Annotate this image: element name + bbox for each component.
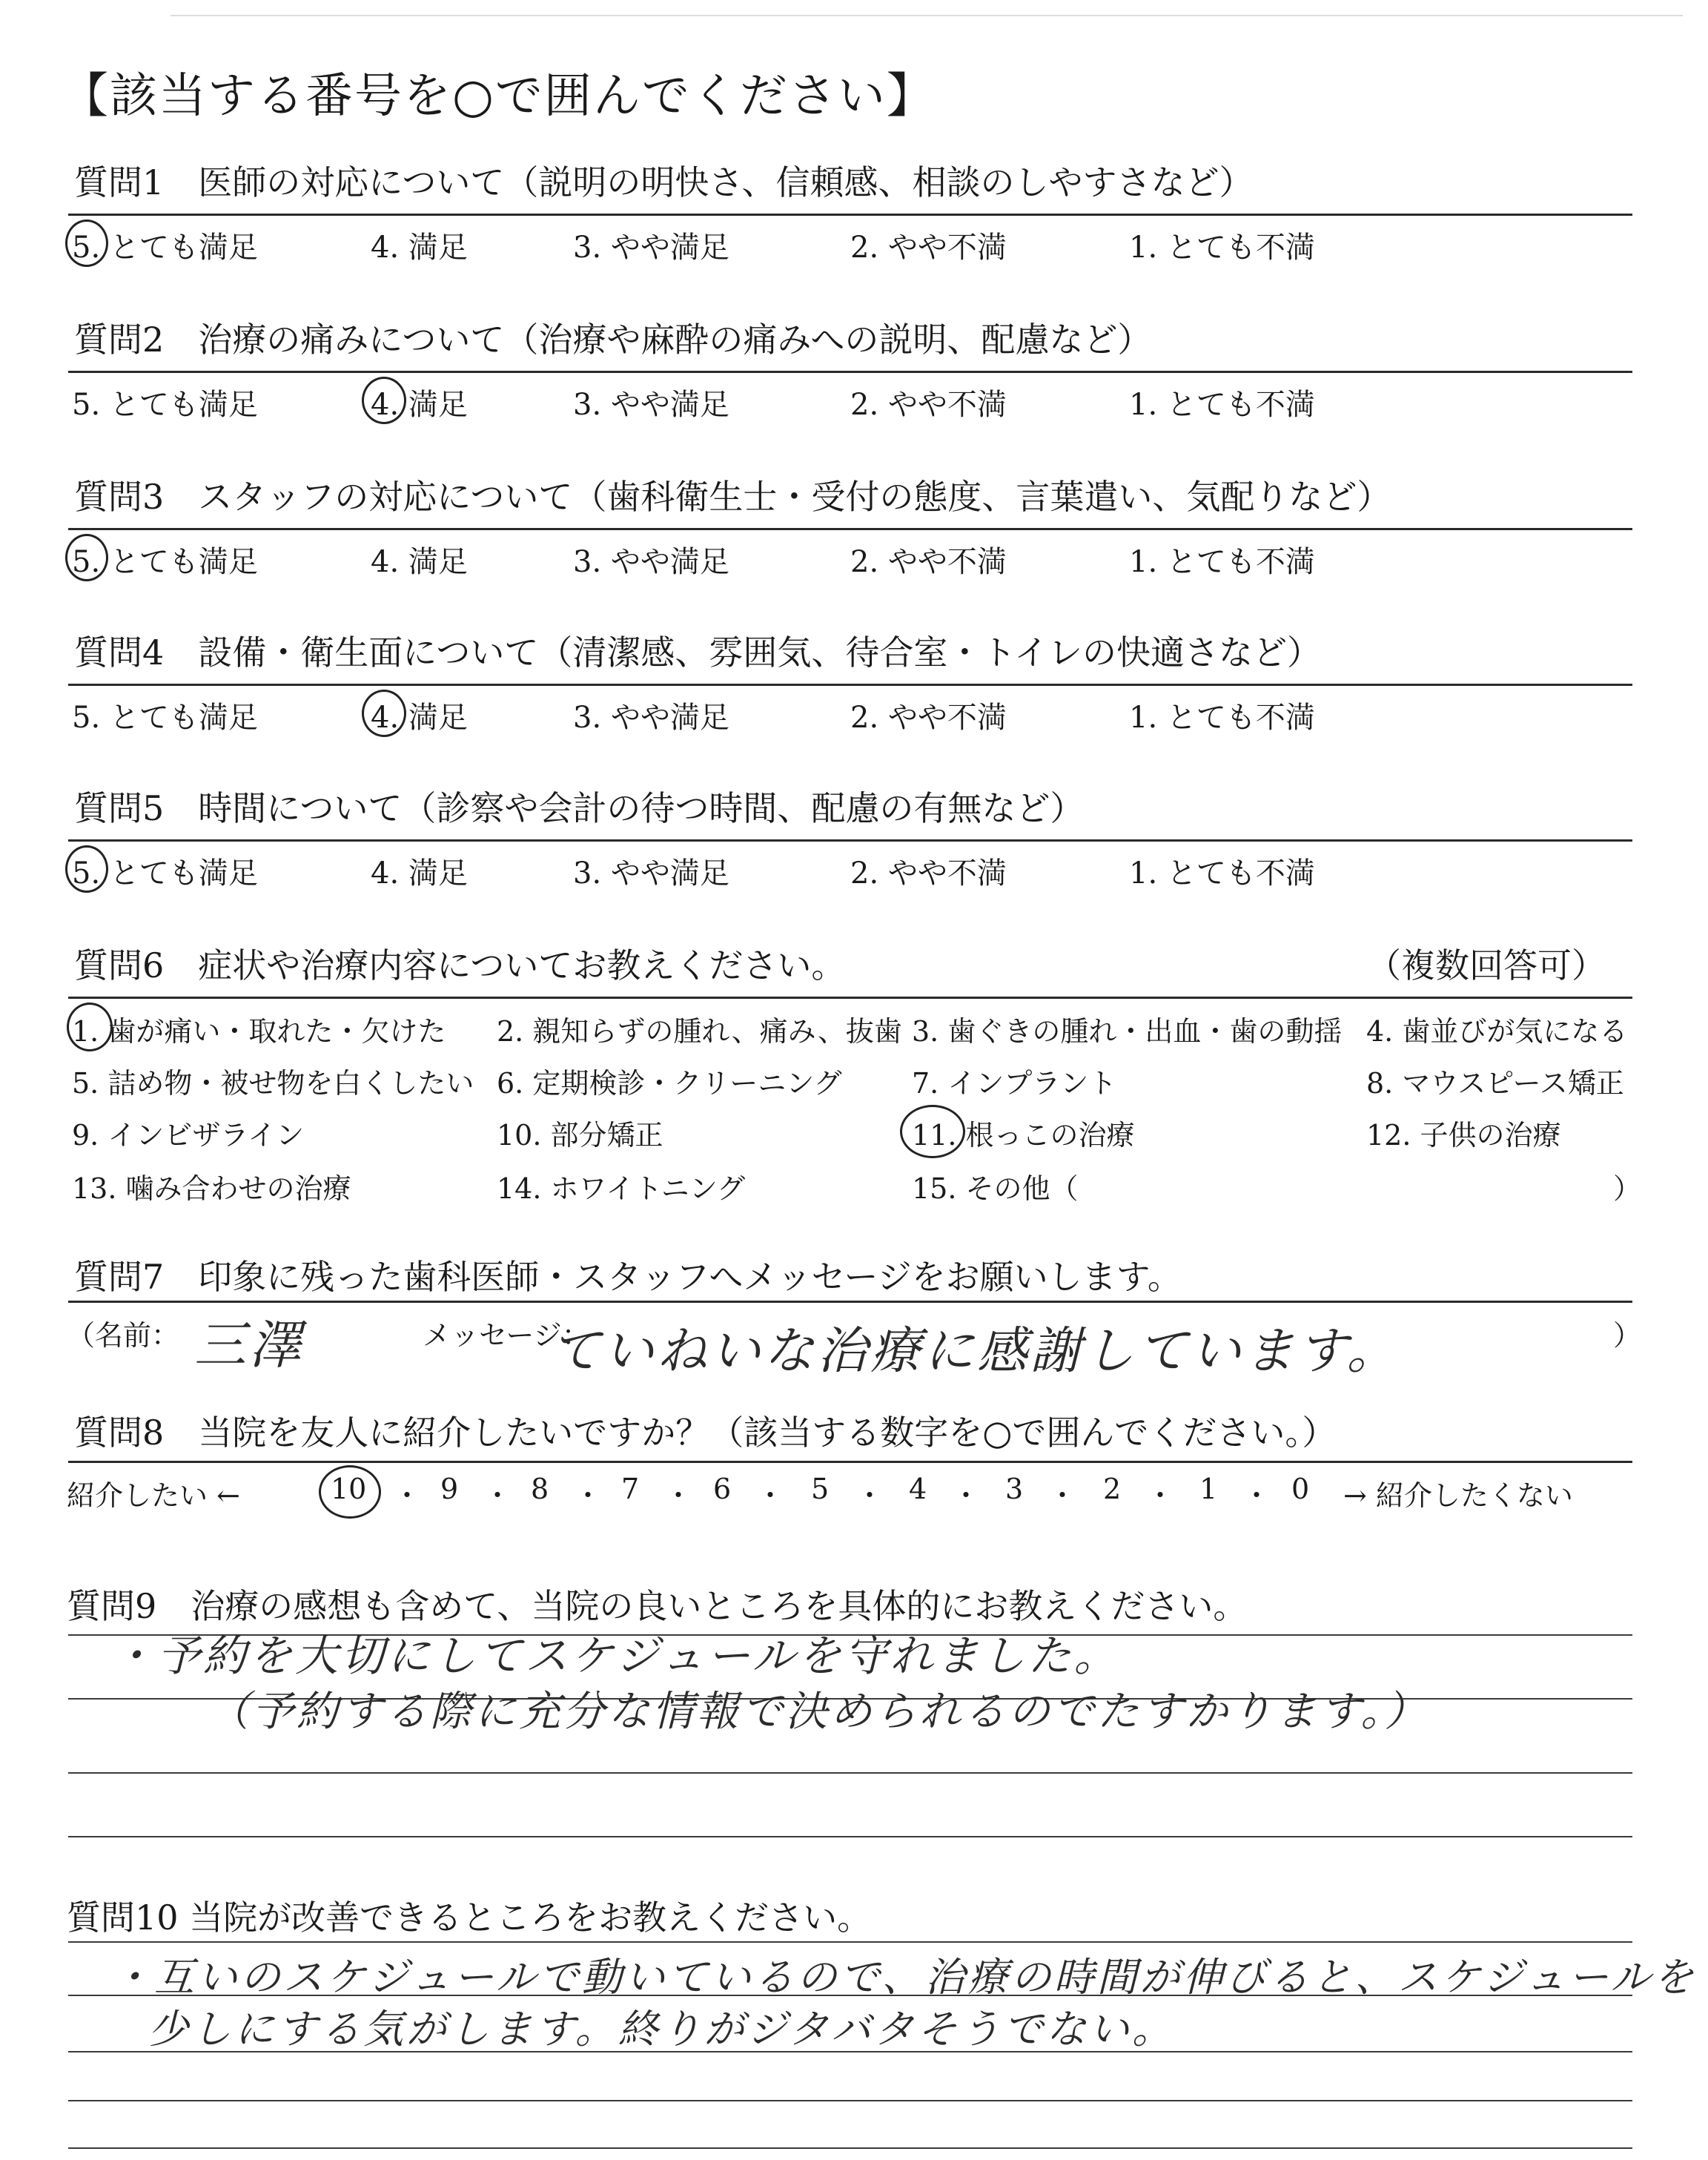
q5-option-2[interactable]: 2. やや不満 [850,856,1007,891]
q9-line-3 [68,1772,1632,1774]
page-top-edge [171,15,1683,16]
q8-value-5[interactable]: 5 [811,1473,830,1505]
q6-item-10[interactable]: 10. 部分矯正 [497,1119,663,1152]
q4-option-4[interactable]: 4. 満足 [371,701,468,735]
q4-option-2[interactable]: 2. やや不満 [850,701,1007,735]
q6-selection-circle-1 [67,1003,113,1051]
q8-value-4[interactable]: 4 [909,1473,927,1505]
q8-selection-circle [319,1465,381,1519]
question-7-title: 質問7 印象に残った歯科医師・スタッフへメッセージをお願いします。 [74,1257,1182,1297]
q1-option-4[interactable]: 4. 満足 [371,231,468,265]
q6-item-9[interactable]: 9. インビザライン [72,1119,305,1152]
q1-option-5[interactable]: 5. とても満足 [72,231,258,265]
q4-option-1[interactable]: 1. とても不満 [1129,701,1315,735]
q8-dot: ・ [1048,1479,1077,1512]
q10-line-5 [68,2147,1632,2149]
q6-item-2[interactable]: 2. 親知らずの腫れ、痛み、抜歯 [497,1015,902,1048]
question-2-rule [68,371,1632,373]
q6-item-12[interactable]: 12. 子供の治療 [1366,1119,1561,1152]
question-3-rule [68,528,1632,530]
q10-answer-line-1[interactable]: ・互いのスケジュールで動いているので、治療の時間が伸びると、スケジュールを [111,1954,1697,2001]
question-4-rule [68,684,1632,686]
q7-name-value[interactable]: 三澤 [194,1315,304,1375]
q8-dot: ・ [1146,1479,1175,1512]
question-6-note: （複数回答可） [1367,945,1606,985]
q7-close-paren: ） [1613,1319,1642,1352]
q8-value-3[interactable]: 3 [1005,1473,1024,1505]
q7-name-label: （名前： [67,1319,180,1352]
q8-value-8[interactable]: 8 [531,1473,549,1505]
q8-dot: ・ [483,1479,512,1512]
q8-right-label: → 紹介したくない [1343,1479,1573,1512]
q8-dot: ・ [952,1479,981,1512]
q4-selection-circle [362,690,406,737]
q3-option-5[interactable]: 5. とても満足 [72,545,258,579]
q5-option-3[interactable]: 3. やや満足 [573,856,729,891]
q2-option-1[interactable]: 1. とても不満 [1129,388,1315,422]
q8-value-10[interactable]: 10 [331,1473,367,1505]
q4-option-5[interactable]: 5. とても満足 [72,701,258,735]
question-6-rule [68,997,1632,999]
question-6-title: 質問6 症状や治療内容についてお教えください。 [74,945,846,985]
q5-selection-circle [65,845,108,893]
q6-item-14[interactable]: 14. ホワイトニング [497,1172,746,1205]
q8-dot: ・ [855,1479,884,1512]
q6-item-15-close: ） [1613,1172,1642,1205]
q6-item-13[interactable]: 13. 噛み合わせの治療 [72,1172,351,1205]
question-1-title: 質問1 医師の対応について（説明の明快さ、信頼感、相談のしやすさなど） [74,162,1254,202]
q6-item-5[interactable]: 5. 詰め物・被せ物を白くしたい [72,1067,474,1100]
q3-option-3[interactable]: 3. やや満足 [573,545,729,579]
q8-dot: ・ [574,1479,603,1512]
question-7-rule [68,1301,1632,1303]
q1-option-3[interactable]: 3. やや満足 [573,231,729,265]
q3-option-1[interactable]: 1. とても不満 [1129,545,1315,579]
q5-option-4[interactable]: 4. 満足 [371,856,468,891]
q1-option-2[interactable]: 2. やや不満 [850,231,1007,265]
question-8-rule [68,1461,1632,1463]
q2-option-5[interactable]: 5. とても満足 [72,388,258,422]
q8-value-7[interactable]: 7 [621,1473,640,1505]
q8-value-1[interactable]: 1 [1199,1473,1218,1505]
q10-answer-line-2[interactable]: 少しにする気がします。終りがジタバタそうでない。 [148,2006,1175,2052]
q3-option-2[interactable]: 2. やや不満 [850,545,1007,579]
q8-value-0[interactable]: 0 [1291,1473,1310,1505]
q6-selection-circle-11 [900,1105,965,1158]
question-8-title: 質問8 当院を友人に紹介したいですか？（該当する数字を○で囲んでください。） [74,1413,1337,1453]
q6-item-6[interactable]: 6. 定期検診・クリーニング [497,1067,842,1100]
q9-answer-line-2[interactable]: （予約する際に充分な情報で決められるのでたすかります。） [208,1688,1429,1736]
q6-item-7[interactable]: 7. インプラント [912,1067,1117,1100]
q6-item-15[interactable]: 15. その他（ [912,1172,1079,1205]
q8-dot: ・ [664,1479,693,1512]
q10-line-1 [68,1941,1632,1943]
q8-dot: ・ [393,1479,422,1512]
question-5-title: 質問5 時間について（診察や会計の待つ時間、配慮の有無など） [74,788,1085,828]
q10-line-4 [68,2100,1632,2101]
question-2-title: 質問2 治療の痛みについて（治療や麻酔の痛みへの説明、配慮など） [74,320,1152,360]
q8-value-2[interactable]: 2 [1103,1473,1122,1505]
q5-option-5[interactable]: 5. とても満足 [72,856,258,891]
question-10-title: 質問10 当院が改善できるところをお教えください。 [67,1898,872,1938]
q8-left-label: 紹介したい ← [67,1479,240,1512]
question-1-rule [68,214,1632,216]
q1-selection-circle [65,219,108,267]
q2-option-2[interactable]: 2. やや不満 [850,388,1007,422]
q2-option-3[interactable]: 3. やや満足 [573,388,729,422]
q2-selection-circle [362,377,406,424]
question-9-title: 質問9 治療の感想も含めて、当院の良いところを具体的にお教えください。 [67,1586,1248,1626]
q7-message-label: メッセージ： [423,1319,590,1352]
q3-option-4[interactable]: 4. 満足 [371,545,468,579]
q4-option-3[interactable]: 3. やや満足 [573,701,729,735]
q9-answer-line-1[interactable]: ・予約を大切にしてスケジュールを守れました。 [111,1631,1120,1681]
q6-item-8[interactable]: 8. マウスピース矯正 [1366,1067,1624,1100]
q9-line-4 [68,1836,1632,1837]
question-5-rule [68,839,1632,842]
q8-dot: ・ [756,1479,785,1512]
question-3-title: 質問3 スタッフの対応について（歯科衛生士・受付の態度、言葉遣い、気配りなど） [74,477,1391,517]
q8-value-6[interactable]: 6 [713,1473,732,1505]
q3-selection-circle [65,534,108,581]
q6-item-11[interactable]: 11. 根っこの治療 [912,1119,1135,1152]
q6-item-4[interactable]: 4. 歯並びが気になる [1366,1015,1628,1048]
q6-item-1[interactable]: 1. 歯が痛い・取れた・欠けた [72,1015,446,1048]
q1-option-1[interactable]: 1. とても不満 [1129,231,1315,265]
q5-option-1[interactable]: 1. とても不満 [1129,856,1315,891]
form-title: 【該当する番号を○で囲んでください】 [61,69,936,124]
q7-message-value[interactable]: ていねいな治療に感謝しています。 [550,1322,1400,1381]
q8-value-9[interactable]: 9 [440,1473,459,1505]
q8-dot: ・ [1242,1479,1271,1512]
q2-option-4[interactable]: 4. 満足 [371,388,468,422]
q6-item-3[interactable]: 3. 歯ぐきの腫れ・出血・歯の動揺 [912,1015,1343,1048]
question-4-title: 質問4 設備・衛生面について（清潔感、雰囲気、待合室・トイレの快適さなど） [74,633,1322,673]
